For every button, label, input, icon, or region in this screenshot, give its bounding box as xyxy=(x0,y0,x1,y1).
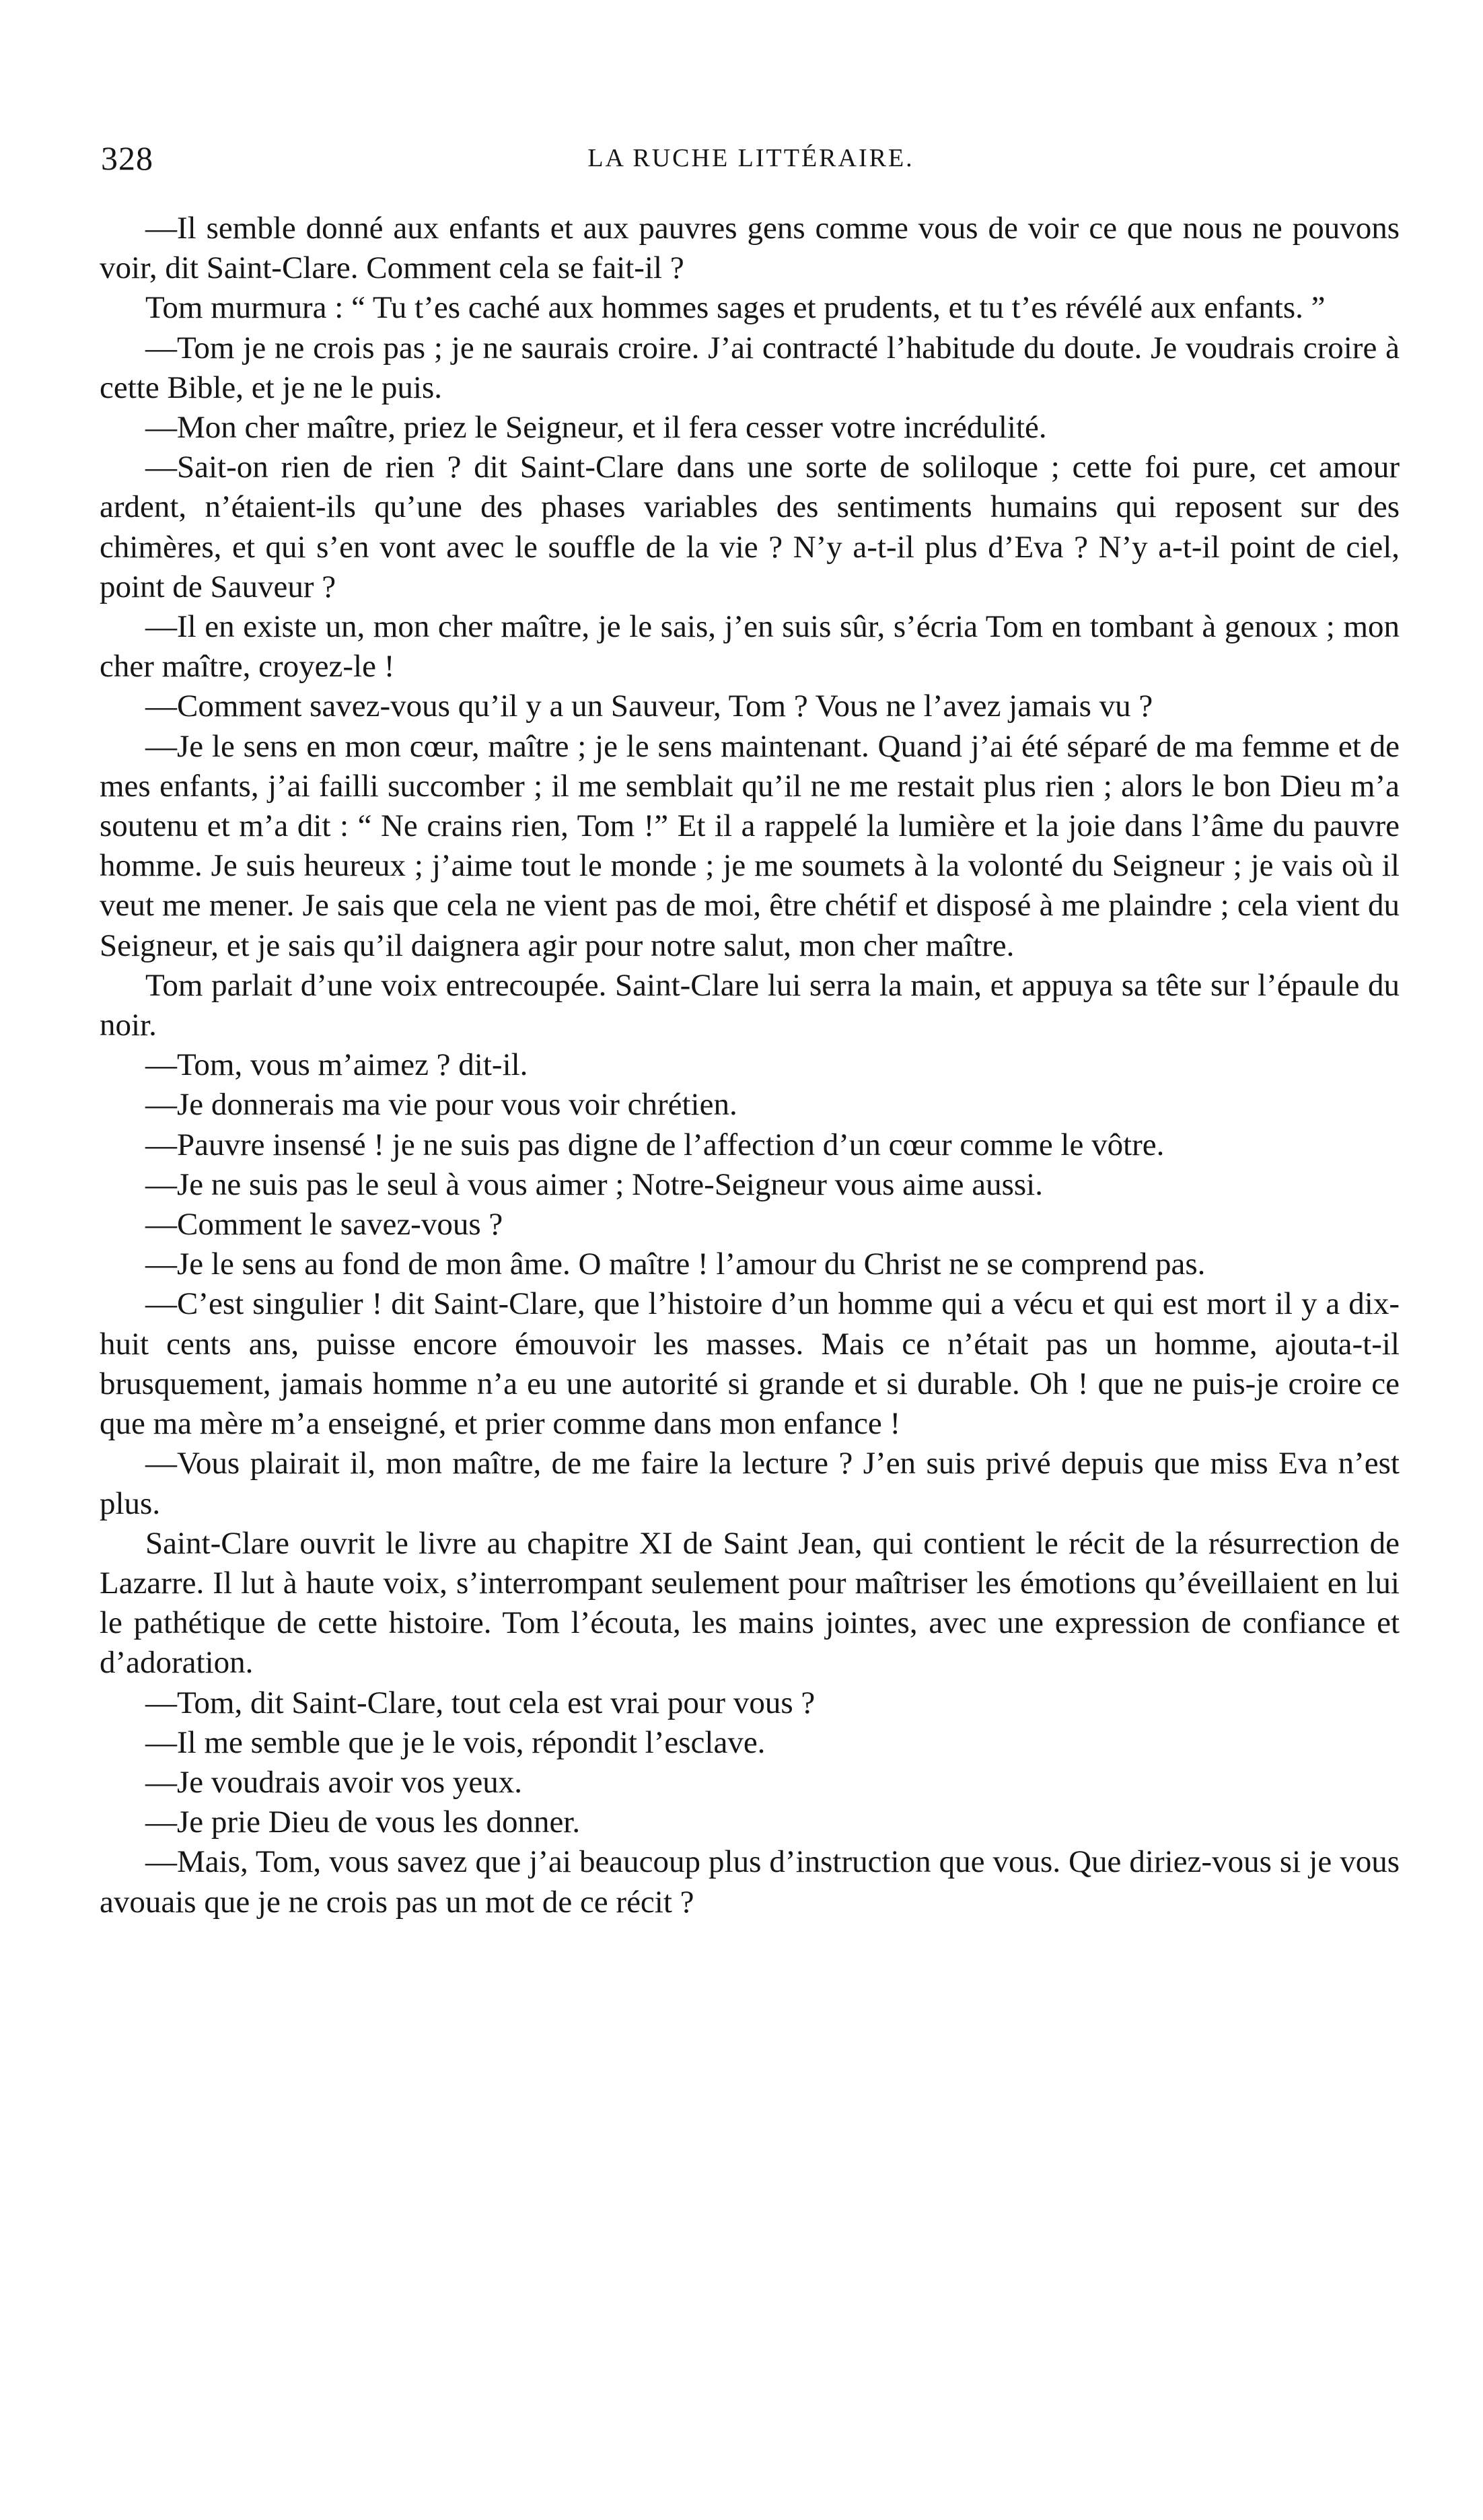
paragraph: —Mon cher maître, priez le Seigneur, et il fera cesser votre incrédulité. xyxy=(145,410,1047,446)
page-number: 328 xyxy=(101,139,153,177)
paragraph: —Pauvre insensé ! je ne suis pas digne de l’affection d’un cœur comme le vôtre. xyxy=(145,1127,1165,1162)
paragraph: —Comment savez-vous qu’il y a un Sauveur, Tom ? Vous ne l’avez jamais vu ? xyxy=(145,689,1153,724)
body-text xyxy=(100,209,1400,1922)
paragraph: Tom murmura : “ Tu t’es caché aux hommes sages et prudents, et tu t’es révélé aux enfants. ” xyxy=(145,290,1326,326)
running-title: LA RUCHE LITTÉRAIRE. xyxy=(587,144,914,172)
paragraph: —Sait-on rien de rien ? dit Saint-Clare dans une sorte de soliloque ; cette foi pure, cet amour ardent, n’étaient-ils qu’une des phases variables des sentiments humains qui reposent sur des chimères, et qui s’en vont avec le souffle de la vie ? N’y a-t-il plus d’Eva ? N’y a-t-il point de ciel, point de Sauveur ? xyxy=(100,450,1400,604)
paragraph: —Je ne suis pas le seul à vous aimer ; Notre-Seigneur vous aime aussi. xyxy=(145,1166,1043,1202)
paragraph: —Tom, vous m’aimez ? dit-il. xyxy=(145,1047,528,1083)
paragraph: —Je le sens en mon cœur, maître ; je le sens maintenant. Quand j’ai été séparé de ma femme et de mes enfants, j’ai failli succomber ; il me semblait qu’il ne me restait plus rien ; alors le bon Dieu m’a soutenu et m’a dit : “ Ne crains rien, Tom !” Et il a rappelé la lumière et la joie dans l’âme du pauvre homme. Je suis heureux ; j’aime tout le monde ; je me soumets à la volonté du Seigneur ; je vais où il veut me mener. Je sais que cela ne vient pas de moi, être chétif et disposé à me plaindre ; cela vient du Seigneur, et je sais qu’il daignera agir pour notre salut, mon cher maître. xyxy=(100,728,1400,963)
paragraph: —Je prie Dieu de vous les donner. xyxy=(145,1805,581,1840)
paragraph: —Mais, Tom, vous savez que j’ai beaucoup plus d’instruction que vous. Que diriez-vous si je vous avouais que je ne crois pas un mot de ce récit ? xyxy=(100,1844,1400,1920)
paragraph: —Il en existe un, mon cher maître, je le sais, j’en suis sûr, s’écria Tom en tombant à genoux ; mon cher maître, croyez-le ! xyxy=(100,609,1400,685)
paragraph: —Vous plairait il, mon maître, de me faire la lecture ? J’en suis privé depuis que miss Eva n’est plus. xyxy=(100,1446,1400,1521)
paragraph: —Tom, dit Saint-Clare, tout cela est vrai pour vous ? xyxy=(145,1685,816,1720)
paragraph: Tom parlait d’une voix entrecoupée. Saint-Clare lui serra la main, et appuya sa tête sur l’épaule du noir. xyxy=(100,967,1400,1043)
paragraph: —Je donnerais ma vie pour vous voir chrétien. xyxy=(145,1087,737,1123)
paragraph: —Je le sens au fond de mon âme. O maître ! l’amour du Christ ne se comprend pas. xyxy=(145,1247,1206,1282)
paragraph: Saint-Clare ouvrit le livre au chapitre XI de Saint Jean, qui contient le récit de la résurrection de Lazarre. Il lut à haute voix, s’interrompant seulement pour maîtriser les émotions qu’éveillaient en lui le pathétique de cette histoire. Tom l’écouta, les mains jointes, avec une expression de confiance et d’adoration. xyxy=(100,1525,1400,1681)
paragraph: —Je voudrais avoir vos yeux. xyxy=(145,1764,522,1800)
paragraph: —Il semble donné aux enfants et aux pauvres gens comme vous de voir ce que nous ne pouvons voir, dit Saint-Clare. Comment cela se fait-il ? xyxy=(100,211,1400,286)
paragraph: —Tom je ne crois pas ; je ne saurais croire. J’ai contracté l’habitude du doute. Je voudrais croire à cette Bible, et je ne le puis. xyxy=(100,330,1400,405)
paragraph: —Il me semble que je le vois, répondit l’esclave. xyxy=(145,1724,766,1760)
paragraph: —C’est singulier ! dit Saint-Clare, que l’histoire d’un homme qui a vécu et qui est mort il y a dix-huit cents ans, puisse encore émouvoir les masses. Mais ce n’était pas un homme, ajouta-t-il brusquement, jamais homme n’a eu une autorité si grande et si durable. Oh ! que ne puis-je croire ce que ma mère m’a enseigné, et prier comme dans mon enfance ! xyxy=(100,1286,1400,1442)
paragraph: —Comment le savez-vous ? xyxy=(145,1207,503,1242)
page-header xyxy=(101,138,1401,178)
